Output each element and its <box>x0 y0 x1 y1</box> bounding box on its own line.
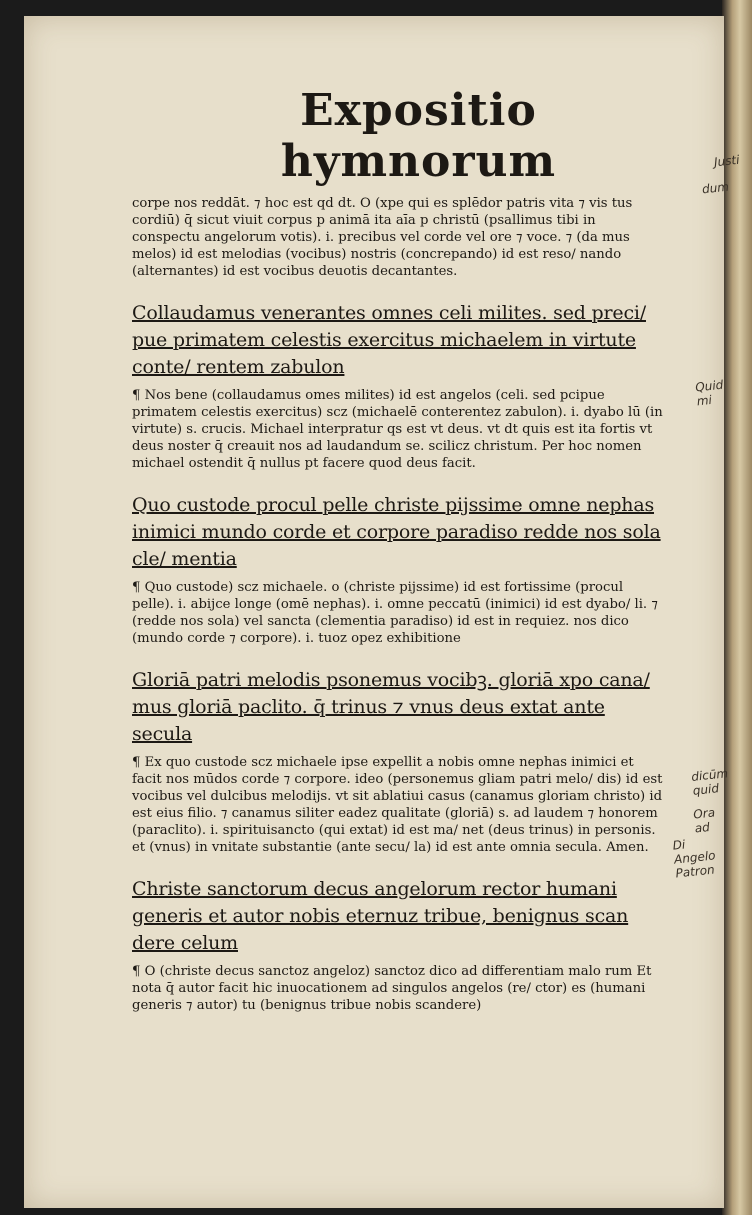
text-column <box>132 86 667 1014</box>
hymn-verse-gloria <box>132 667 667 748</box>
margin-note-4: dicūm quid <box>690 766 729 798</box>
margin-note-5: Ora ad <box>692 805 716 836</box>
hymn-verse-text: Collaudamus venerantes omnes celi milites. sed preci/ pue primatem celestis exercitus michaelem in virtute conte/ rentem zabulon <box>132 302 646 379</box>
gloss-paragraph-5: ¶ O (christe decus sanctoz angeloz) sanctoz dico ad differentiam malo rum Et nota q̄ autor facit hic inuocationem ad singulos angelos (re/ ctor) es (humani generis ⁊ autor) tu (benignus tribue nobis scandere) <box>132 964 652 1014</box>
page-title: Expositio hymnorum <box>280 85 557 187</box>
gloss-paragraph-2: ¶ Nos bene (collaudamus omes milites) id est angelos (celi. sed pcipue primatem celestis exercitus) scz (michaelē conterentez zabulon). i. dyabo lū (in virtute) s. crucis. Michael interpratur qs est vt deus. vt dt quis est ita fortis vt deus noster q̄ creauit nos ad laudandum se. scilicz christum. Per hoc nomen michael ostendit q̄ nullus pt facere quod deus facit. <box>132 388 663 472</box>
hymn-verse-collaudamus <box>132 300 667 381</box>
hymn-verse-text: Christe sanctorum decus angelorum rector humani generis et autor nobis eternuz tribue, benignus scan dere celum <box>132 878 629 955</box>
margin-note-1: Justi <box>713 152 741 170</box>
hymn-verse-text: Gloriā patri melodis psonemus vocibꝫ. gloriā xpo cana/ mus gloriā paclito. q̄ trinus ⁊ vnus deus extat ante secula <box>132 669 650 746</box>
gloss-paragraph-1: corpe nos reddāt. ⁊ hoc est qd dt. O (xpe qui es splēdor patris vita ⁊ vis tus cordiū) q̄ sicut viuit corpus p animā ita aīa p christū (psallimus tibi in conspectu angelorum votis). i. precibus vel corde vel ore ⁊ voce. ⁊ (da mus melos) id est melodias (vocibus) nostris (concrepando) id est reso/ nando (alternantes) id est vocibus deuotis decantantes. <box>132 196 633 280</box>
gloss-paragraph-3: ¶ Quo custode) scz michaele. o (christe pijssime) id est fortissime (procul pelle). i. abijce longe (omē nephas). i. omne peccatū (inimici) id est dyabo/ li. ⁊ (redde nos sola) vel sancta (clementia paradiso) id est in requiez. nos dico (mundo corde ⁊ corpore). i. tuoz opez exhibitione <box>132 580 658 647</box>
manuscript-page <box>24 16 741 1208</box>
hymn-verse-christe-sanctorum <box>132 876 667 957</box>
hymn-verse-quo-custode <box>132 492 667 573</box>
margin-note-2: dum <box>701 179 730 197</box>
margin-note-3: Quid mi <box>694 377 724 409</box>
margin-note-6: Di Angelo Patron <box>671 837 717 881</box>
hymn-verse-text: Quo custode procul pelle christe pijssime omne nephas inimici mundo corde et corpore paradiso redde nos sola cle/ mentia <box>132 494 661 571</box>
gloss-paragraph-4: ¶ Ex quo custode scz michaele ipse expellit a nobis omne nephas inimici et facit nos mūdos corde ⁊ corpore. ideo (personemus gliam patri melo/ dis) id est vocibus vel dulcibus melodijs. vt sit ablatiui casus (canamus gloriam christo) id est eius filio. ⁊ canamus siliter eadez qualitate (gloriā) s. ad laudem ⁊ honorem (paraclito). i. spirituisancto (qui extat) id est ma/ net (deus trinus) in personis. et (vnus) in vnitate substantie (ante secu/ la) id est ante omnia secula. Amen. <box>132 755 663 856</box>
